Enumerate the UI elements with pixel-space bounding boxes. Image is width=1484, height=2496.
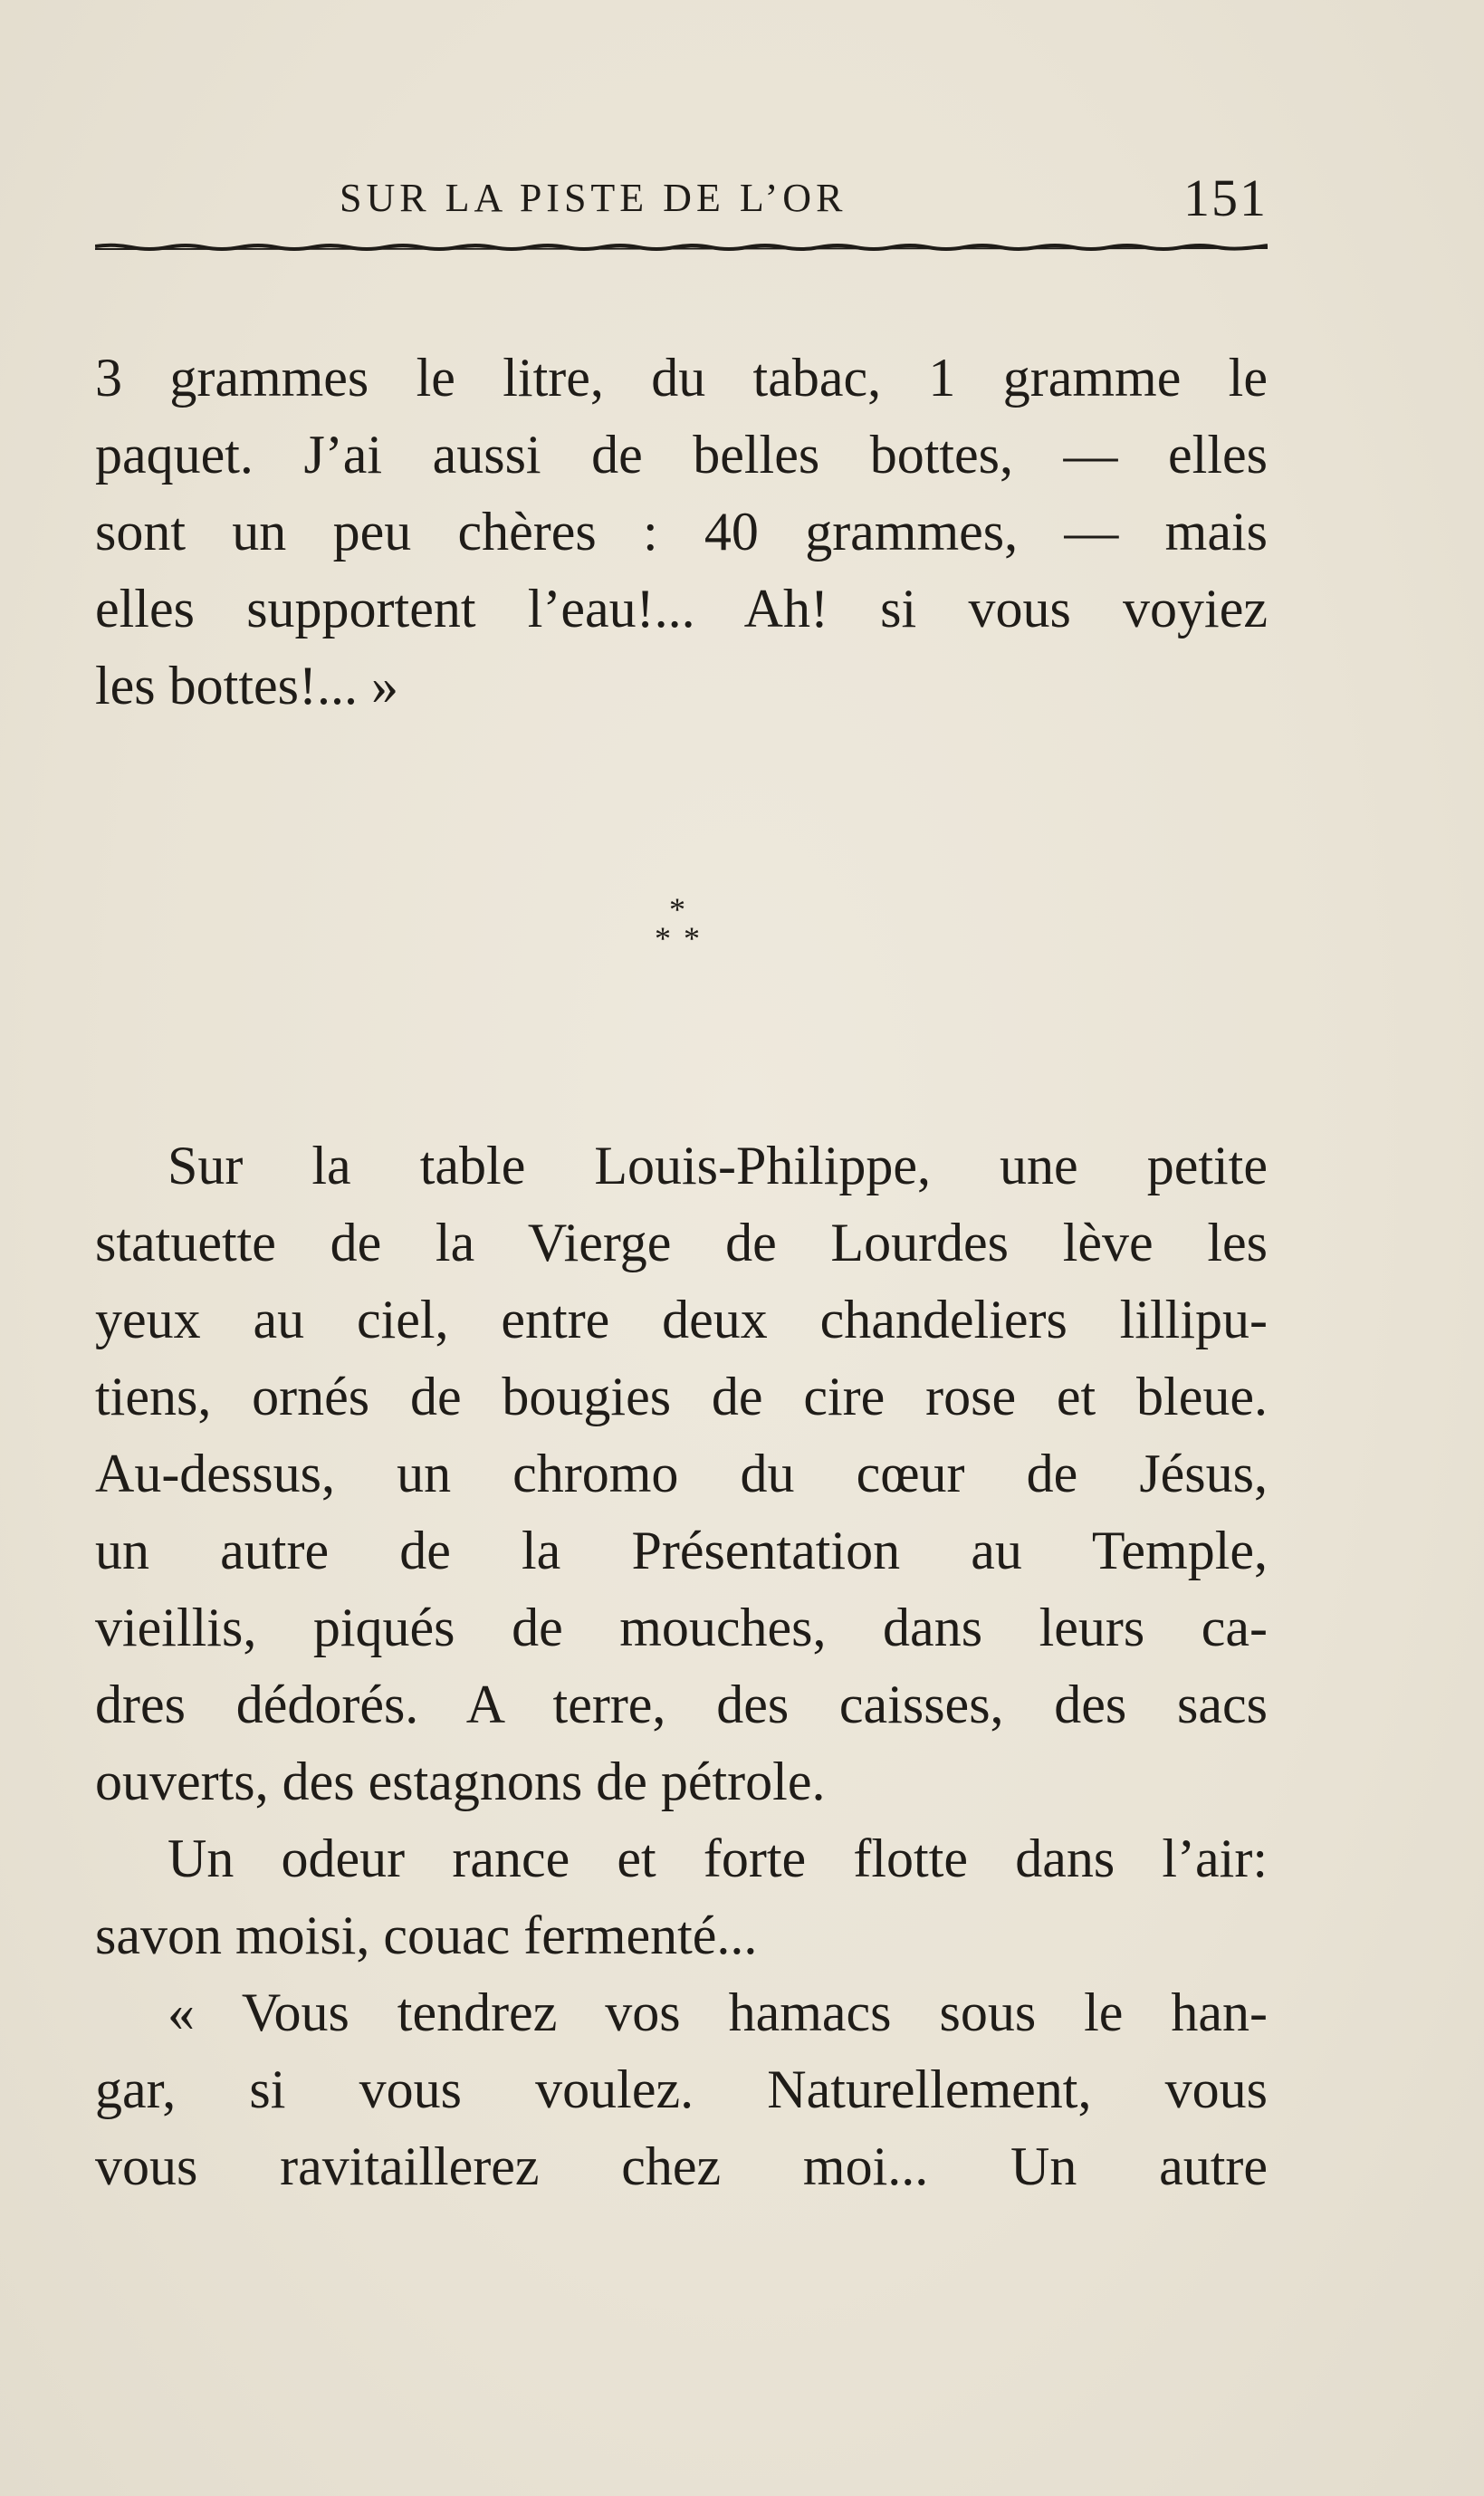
main-text <box>95 1128 1268 2205</box>
text-line: Au-dessus, un chromo du cœur de Jésus, <box>95 1444 1268 1503</box>
text-line: sont un peu chères : 40 grammes, — mais <box>95 502 1268 562</box>
text-line: ouverts, des estagnons de pétrole. <box>95 1752 826 1811</box>
text-line: paquet. J’ai aussi de belles bottes, — elles <box>95 425 1268 485</box>
running-title: SUR LA PISTE DE L’OR <box>340 176 847 220</box>
text-line: Sur la table Louis-Philippe, une petite <box>168 1136 1268 1195</box>
page-number: 151 <box>1183 168 1268 227</box>
page-header <box>95 168 1268 240</box>
text-line: statuette de la Vierge de Lourdes lève les <box>95 1213 1268 1272</box>
text-line: yeux au ciel, entre deux chandeliers lillipu- <box>95 1290 1268 1349</box>
text-line: dres dédorés. A terre, des caisses, des sacs <box>95 1675 1268 1734</box>
text-line: tiens, ornés de bougies de cire rose et bleue. <box>95 1367 1268 1426</box>
text-line: vieillis, piqués de mouches, dans leurs ca- <box>95 1598 1268 1657</box>
svg-text:*: * <box>655 920 671 951</box>
text-line: gar, si vous voulez. Naturellement, vous <box>95 2059 1268 2119</box>
text-line: elles supportent l’eau!... Ah! si vous voyiez <box>95 579 1268 638</box>
svg-text:*: * <box>684 920 700 951</box>
paragraph-continued <box>95 340 1268 725</box>
paragraph-dialogue <box>95 1974 1268 2205</box>
text-line: les bottes!... » <box>95 656 398 715</box>
text-line: Un odeur rance et forte flotte dans l’air: <box>168 1829 1268 1888</box>
text-line: vous ravitaillerez chez moi... Un autre <box>95 2136 1268 2196</box>
text-line: « Vous tendrez vos hamacs sous le han- <box>168 1982 1268 2042</box>
paragraph-odor <box>95 1820 1268 1974</box>
text-line: savon moisi, couac fermenté... <box>95 1906 758 1965</box>
text-line: 3 grammes le litre, du tabac, 1 gramme le <box>95 348 1268 408</box>
paragraph-table-description <box>95 1128 1268 1820</box>
asterism-separator <box>641 897 713 951</box>
text-line: un autre de la Présentation au Temple, <box>95 1521 1268 1580</box>
svg-text:*: * <box>669 897 685 927</box>
header-rule <box>95 242 1268 254</box>
